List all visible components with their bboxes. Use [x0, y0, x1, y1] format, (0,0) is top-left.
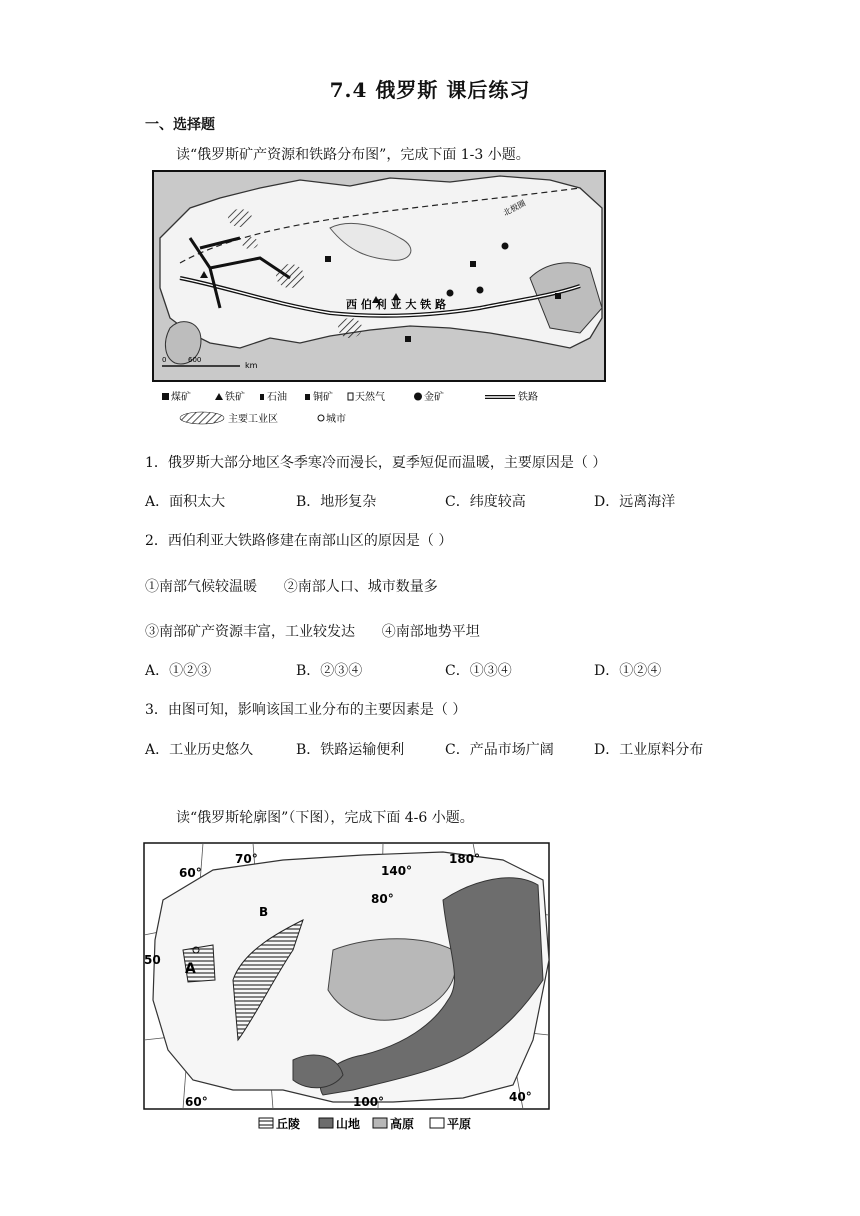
q3-option-d[interactable]: D．工业原料分布 — [594, 742, 704, 758]
question-2-stem: 2．西伯利亚大铁路修建在南部山区的原因是（ ） — [145, 533, 453, 549]
russia-terrain-map — [143, 840, 553, 1138]
legend-mountains: 山地 — [336, 1117, 361, 1131]
lon-label-60-bottom: 60° — [185, 1095, 208, 1109]
q1-option-b[interactable]: B．地形复杂 — [296, 494, 377, 510]
q2-statement-line-1: ①南部气候较温暖 ②南部人口、城市数量多 — [145, 579, 438, 595]
q2-option-b[interactable]: B．②③④ — [296, 663, 363, 679]
legend-oil: 石油 — [267, 392, 287, 403]
scale-unit: km — [245, 361, 258, 370]
q1-option-a[interactable]: A．面积太大 — [145, 494, 226, 510]
oil-icon — [260, 394, 264, 400]
page-title: 7.4 俄罗斯 课后练习 — [329, 78, 531, 102]
q3-option-c[interactable]: C．产品市场广阔 — [445, 742, 554, 758]
intro-text-2: 读“俄罗斯轮廓图”（下图），完成下面 4-6 小题。 — [176, 810, 474, 826]
industrial-zone-icon — [180, 412, 224, 424]
russia-minerals-railway-map — [150, 168, 610, 430]
q3-option-a[interactable]: A．工业历史悠久 — [145, 742, 254, 758]
railway-label: 西 伯 利 亚 大 铁 路 — [346, 298, 446, 311]
question-3-stem: 3．由图可知，影响该国工业分布的主要因素是（ ） — [145, 702, 467, 718]
lon-label-40: 40° — [509, 1090, 532, 1104]
lon-label-180: 180° — [449, 852, 481, 866]
gold-icon — [414, 393, 422, 401]
legend-industrial: 主要工业区 — [228, 414, 278, 425]
arctic-circle-label: 北极圈 — [501, 198, 528, 218]
intro-text-1: 读“俄罗斯矿产资源和铁路分布图”，完成下面 1-3 小题。 — [176, 147, 530, 163]
plain-icon — [430, 1118, 444, 1128]
lon-label-60-top: 60° — [179, 866, 202, 880]
legend-iron: 铁矿 — [225, 392, 245, 403]
scale-value: 600 — [188, 356, 202, 364]
mountains-icon — [319, 1118, 333, 1128]
coal-icon — [162, 393, 169, 400]
q1-option-d[interactable]: D．远离海洋 — [594, 494, 676, 510]
legend-railway: 铁路 — [518, 392, 538, 403]
legend-hills: 丘陵 — [276, 1117, 301, 1131]
iron-icon — [215, 393, 223, 400]
q1-option-c[interactable]: C．纬度较高 — [445, 494, 526, 510]
legend-city: 城市 — [326, 414, 346, 425]
point-b-label: B — [259, 905, 269, 919]
gas-icon — [348, 393, 353, 400]
lon-label-80: 80° — [371, 892, 394, 906]
lon-label-100: 100° — [353, 1095, 385, 1109]
legend-copper: 铜矿 — [313, 392, 333, 403]
legend-plain: 平原 — [447, 1117, 472, 1131]
q2-option-c[interactable]: C．①③④ — [445, 663, 512, 679]
plateau-icon — [373, 1118, 387, 1128]
section-heading: 一、选择题 — [145, 117, 215, 133]
lon-label-70: 70° — [235, 852, 258, 866]
city-icon — [318, 415, 324, 421]
q2-option-d[interactable]: D．①②④ — [594, 663, 662, 679]
lat-label-50: 50 — [144, 953, 161, 967]
scale-zero: 0 — [162, 356, 167, 364]
hills-icon — [259, 1118, 273, 1128]
q2-option-a[interactable]: A．①②③ — [145, 663, 212, 679]
legend-coal: 煤矿 — [171, 392, 191, 403]
legend-gas: 天然气 — [355, 392, 385, 403]
q2-statement-line-2: ③南部矿产资源丰富，工业较发达 ④南部地势平坦 — [145, 624, 480, 640]
lon-label-140: 140° — [381, 864, 413, 878]
question-1-stem: 1．俄罗斯大部分地区冬季寒冷而漫长，夏季短促而温暖，主要原因是（ ） — [145, 455, 607, 471]
q3-option-b[interactable]: B．铁路运输便利 — [296, 742, 405, 758]
point-a-label: A — [185, 961, 196, 977]
legend-gold: 金矿 — [424, 392, 444, 403]
legend-plateau: 高原 — [390, 1117, 415, 1131]
copper-icon — [305, 394, 310, 400]
